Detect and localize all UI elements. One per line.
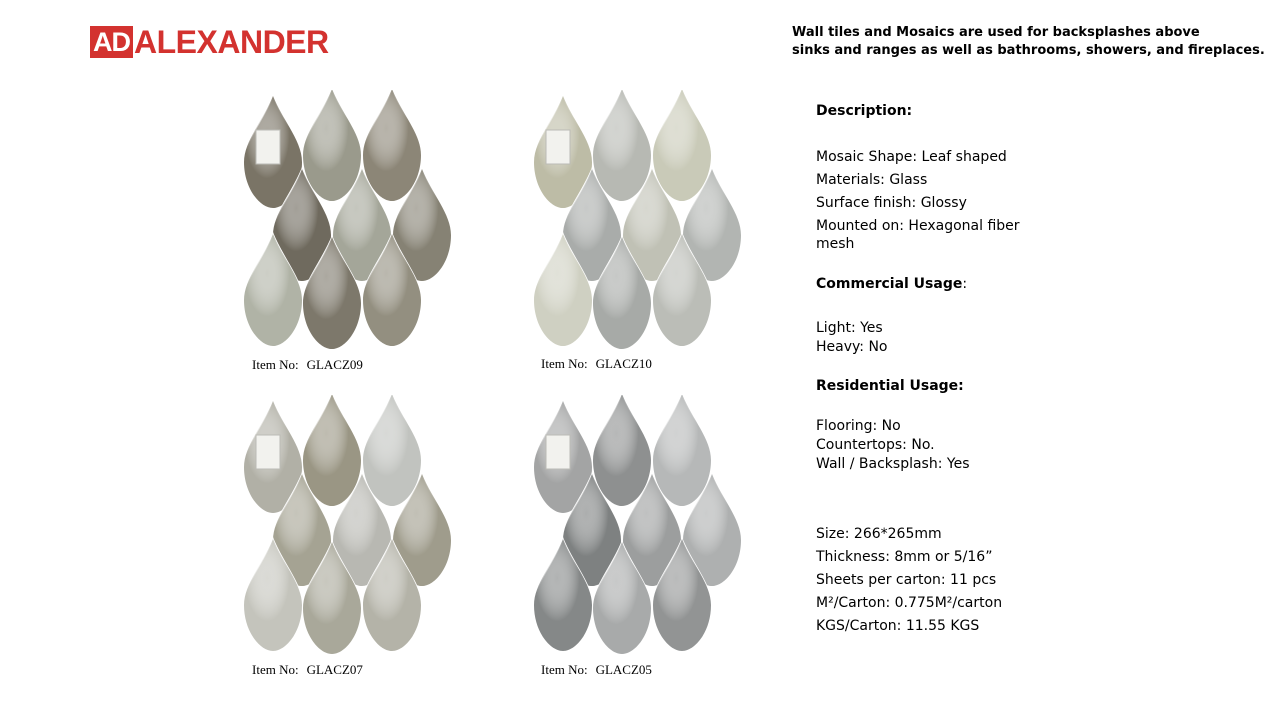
item-label-glacz05 (541, 662, 652, 678)
spec-sheets: Sheets per carton: 11 pcs (816, 572, 997, 588)
leaf-tile-gloss (653, 395, 711, 506)
mosaic-image (530, 90, 765, 352)
brand-logo (90, 26, 329, 58)
mosaic-image (530, 395, 765, 657)
spec-size: Size: 266*265mm (816, 526, 942, 542)
spec-kgs: KGS/Carton: 11.55 KGS (816, 618, 980, 634)
spec-heavy: Heavy: No (816, 339, 888, 355)
spec-countertops: Countertops: No. (816, 437, 935, 453)
leaf-tile-gloss (303, 90, 361, 201)
leaf-tile-gloss (363, 395, 421, 506)
item-code: GLACZ09 (306, 357, 363, 372)
spec-materials: Materials: Glass (816, 172, 928, 188)
tagline (792, 24, 1265, 60)
item-prefix: Item No: (252, 662, 299, 677)
spec-mounted: Mounted on: Hexagonal fiber mesh (816, 218, 1020, 252)
spec-thickness: Thickness: 8mm or 5/16” (816, 549, 993, 565)
leaf-tile-gloss (303, 395, 361, 506)
residential-heading: Residential Usage: (816, 378, 964, 394)
product-sticker (256, 435, 280, 469)
mosaic-image (240, 90, 475, 352)
item-code: GLACZ07 (306, 662, 363, 677)
commercial-heading-colon: : (962, 276, 968, 292)
tagline-line-2: sinks and ranges as well as bathrooms, showers, and fireplaces. (792, 43, 1265, 58)
item-code: GLACZ10 (595, 356, 652, 371)
mosaic-sheet-glacz07 (240, 395, 475, 657)
commercial-heading: Commercial Usage (816, 276, 963, 292)
mosaic-sheet-glacz10 (530, 90, 765, 352)
mosaic-sheet-glacz09 (240, 90, 475, 352)
leaf-tile-gloss (593, 90, 651, 201)
leaf-tile-gloss (653, 90, 711, 201)
spec-light: Light: Yes (816, 320, 883, 336)
spec-flooring: Flooring: No (816, 418, 901, 434)
mosaic-image (240, 395, 475, 657)
brand-mark: AD (90, 26, 133, 58)
product-sticker (256, 130, 280, 164)
item-code: GLACZ05 (595, 662, 652, 677)
brand-name: ALEXANDER (134, 24, 329, 60)
item-prefix: Item No: (252, 357, 299, 372)
commercial-heading-line (816, 273, 1056, 296)
product-sticker (546, 435, 570, 469)
mosaic-sheet-glacz05 (530, 395, 765, 657)
tagline-line-1: Wall tiles and Mosaics are used for backsplashes above (792, 25, 1200, 40)
spec-panel (816, 100, 1056, 638)
item-label-glacz07 (252, 662, 363, 678)
item-label-glacz10 (541, 356, 652, 372)
item-prefix: Item No: (541, 356, 588, 371)
description-heading: Description: (816, 103, 913, 119)
item-label-glacz09 (252, 357, 363, 373)
leaf-tile-gloss (593, 395, 651, 506)
spec-wall: Wall / Backsplash: Yes (816, 456, 970, 472)
spec-shape: Mosaic Shape: Leaf shaped (816, 149, 1007, 165)
spec-finish: Surface finish: Glossy (816, 195, 967, 211)
leaf-tile-gloss (363, 90, 421, 201)
product-sticker (546, 130, 570, 164)
spec-m2: M²/Carton: 0.775M²/carton (816, 595, 1003, 611)
item-prefix: Item No: (541, 662, 588, 677)
